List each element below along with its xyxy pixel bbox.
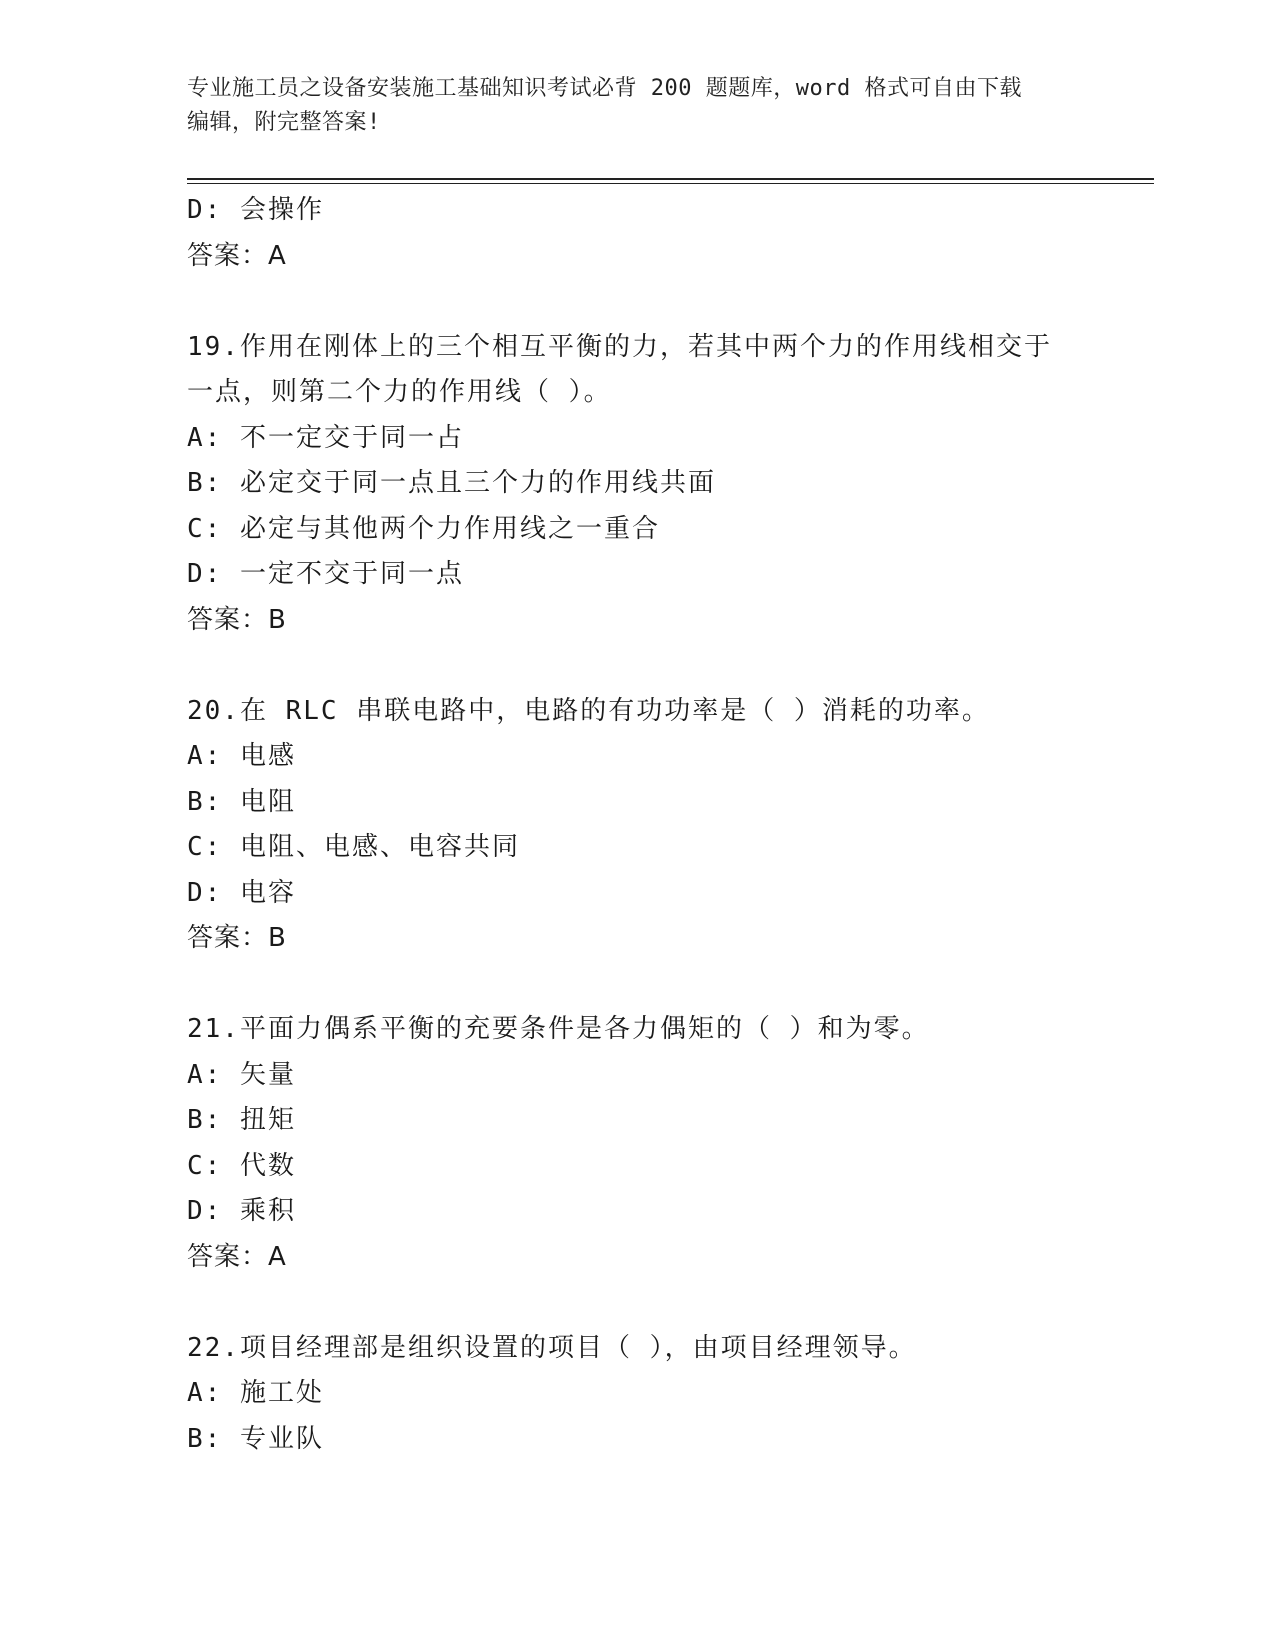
question-text: 22.项目经理部是组织设置的项目（ ），由项目经理领导。 [187, 1332, 917, 1363]
option-line: D: 会操作 [187, 195, 324, 225]
spacer [187, 643, 1117, 689]
answer-line: 答案：B [187, 923, 287, 953]
option-line: A: 施工处 [187, 1378, 324, 1408]
spacer [187, 279, 1117, 325]
option-line: B: 专业队 [187, 1423, 324, 1454]
option-line: D: 电容 [187, 877, 296, 908]
option-line: A: 矢量 [187, 1059, 296, 1090]
header-title-line-1: 专业施工员之设备安装施工基础知识考试必背 200 题题库，word 格式可自由下载 [187, 76, 1022, 101]
answer-line: 答案：B [187, 604, 287, 635]
option-line: B: 必定交于同一点且三个力的作用线共面 [187, 468, 716, 498]
option-line: A: 电感 [187, 741, 296, 771]
question-text: 一点，则第二个力的作用线（ ）。 [187, 377, 612, 407]
question-list [187, 188, 1117, 1462]
header-divider-thin [187, 183, 1154, 184]
question-text: 21.平面力偶系平衡的充要条件是各力偶矩的（ ）和为零。 [187, 1014, 930, 1044]
header-title-line-2: 编辑，附完整答案! [187, 110, 381, 135]
document-header [187, 72, 1087, 140]
answer-line: 答案：A [187, 1241, 287, 1272]
option-line: D: 一定不交于同一点 [187, 559, 464, 589]
option-line: B: 扭矩 [187, 1105, 296, 1135]
question-text: 20.在 RLC 串联电路中，电路的有功功率是（ ）消耗的功率。 [187, 695, 990, 726]
option-line: C: 必定与其他两个力作用线之一重合 [187, 513, 660, 544]
header-divider-thick [187, 178, 1154, 180]
question-text: 19.作用在刚体上的三个相互平衡的力，若其中两个力的作用线相交于 [187, 331, 1052, 362]
spacer [187, 1280, 1117, 1326]
spacer [187, 962, 1117, 1008]
option-line: C: 代数 [187, 1150, 296, 1181]
option-line: C: 电阻、电感、电容共同 [187, 832, 520, 862]
option-line: B: 电阻 [187, 786, 296, 817]
answer-line: 答案：A [187, 240, 287, 271]
option-line: A: 不一定交于同一占 [187, 422, 464, 453]
option-line: D: 乘积 [187, 1196, 296, 1226]
